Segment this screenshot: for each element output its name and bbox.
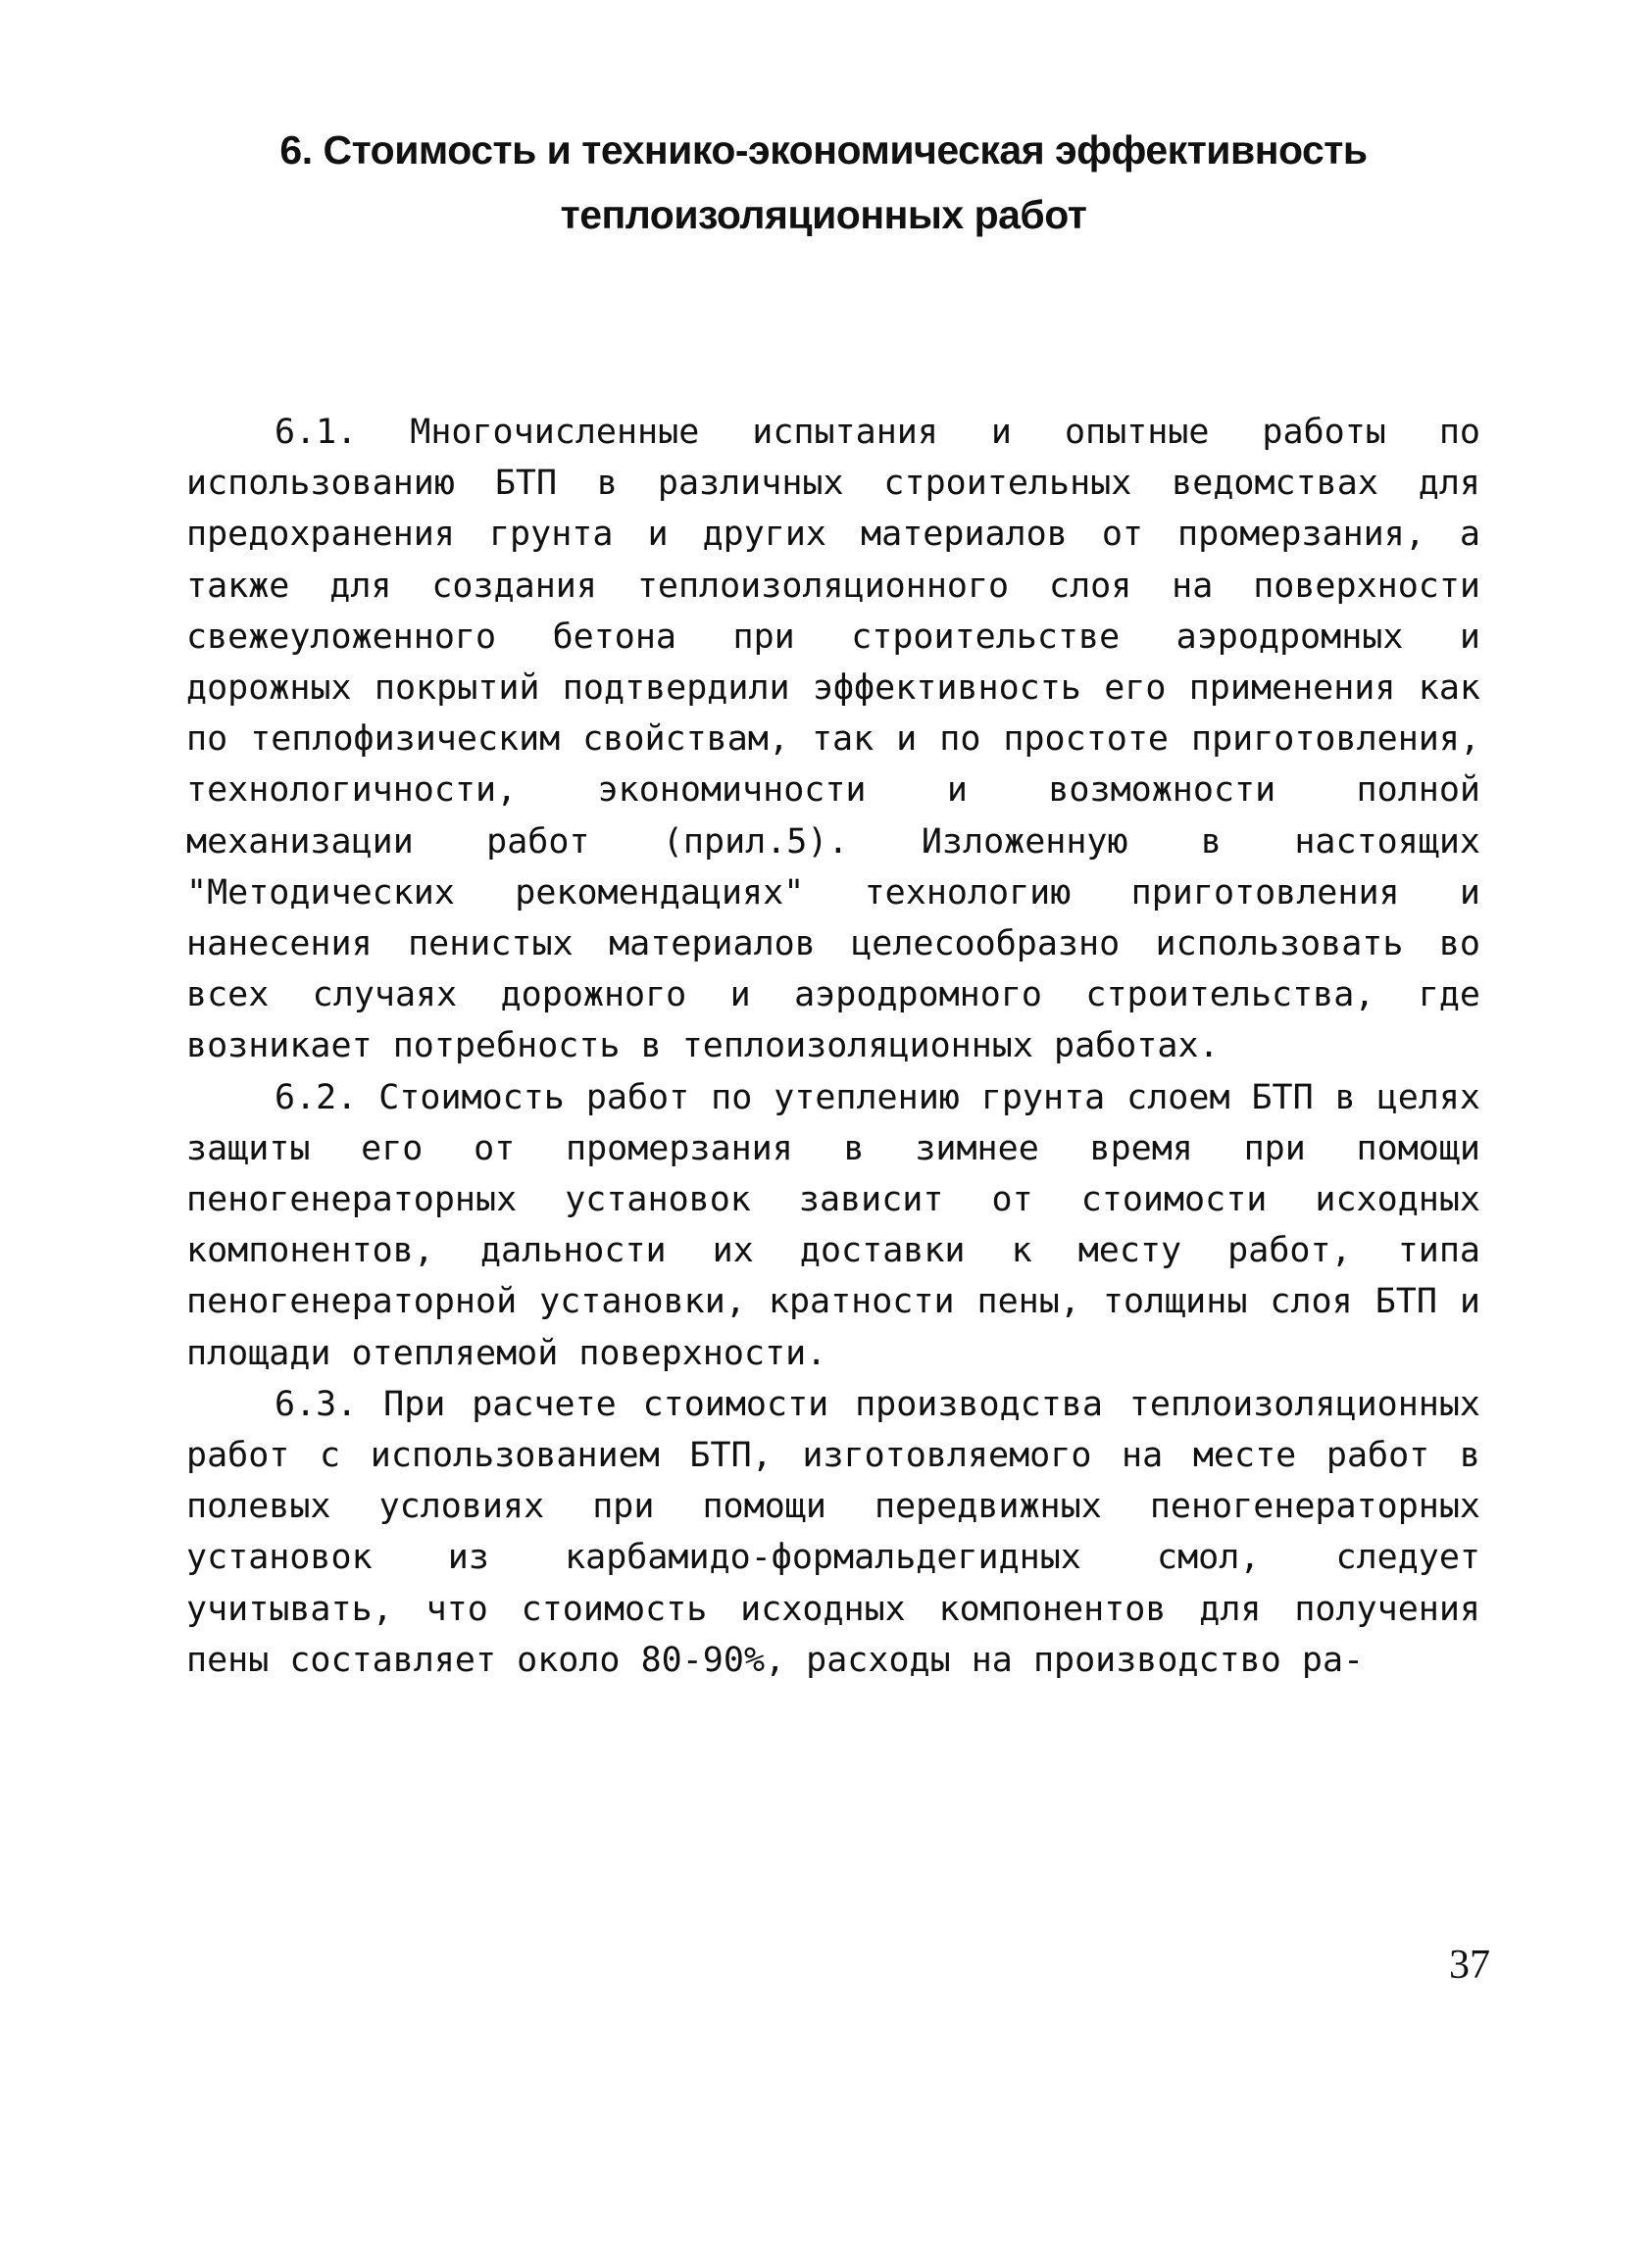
section-heading-line-2: теплоизоляционных работ bbox=[560, 192, 1087, 237]
section-heading-line-1: 6. Стоимость и технико-экономическая эффективность bbox=[279, 127, 1368, 173]
page-number: 37 bbox=[1449, 1943, 1490, 1988]
body-text bbox=[186, 407, 1480, 1686]
section-heading bbox=[137, 118, 1510, 247]
paragraph-6-2: 6.2. Стоимость работ по утеплению грунта слоем БТП в целях защиты его от промерзания в зимнее время при помощи пеногенераторных установок зависит от стоимости исходных компонентов, дальности их доставки к месту работ, типа пеногенераторной установки, кратности пены, толщины слоя БТП и площади отепляемой поверхности. bbox=[186, 1077, 1480, 1373]
paragraph-6-1: 6.1. Многочисленные испытания и опытные работы по использованию БТП в различных строительных ведомствах для предохранения грунта и других материалов от промерзания, а также для создания теплоизоляционного слоя на поверхности свежеуложенного бетона при строительстве аэродромных и дорожных покрытий подтвердили эффективность его применения как по теплофизическим свойствам, так и по простоте приготовления, технологичности, экономичности и возможности полной механизации работ (прил.5). Изложенную в настоящих "Методических рекомендациях" технологию приготовления и нанесения пенистых материалов целесообразно использовать во всех случаях дорожного и аэродромного строительства, где возникает потребность в теплоизоляционных работах. bbox=[186, 413, 1480, 1066]
paragraph-6-3: 6.3. При расчете стоимости производства теплоизоляционных работ с использованием БТП, изготовляемого на месте работ в полевых условиях при помощи передвижных пеногенераторных установок из карбамидо-формальдегидных смол, следует учитывать, что стоимость исходных компонентов для получения пены составляет около 80-90%, расходы на производство ра- bbox=[186, 1384, 1480, 1680]
